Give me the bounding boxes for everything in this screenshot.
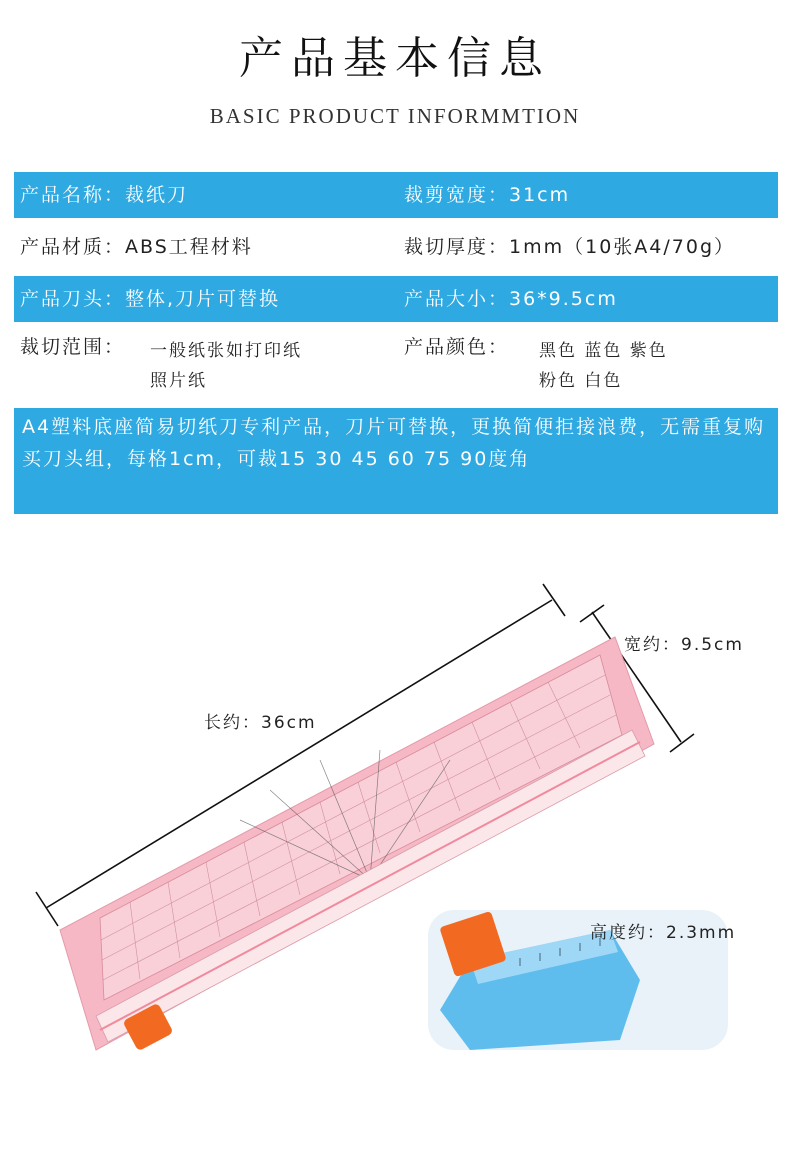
cut-width: 裁剪宽度：31cm <box>404 184 571 206</box>
page-title: 产品基本信息 <box>239 33 551 84</box>
product-size: 产品大小：36*9.5cm <box>404 288 618 310</box>
description-box: A4塑料底座简易切纸刀专利产品，刀片可替换，更换简便拒接浪费，无需重复购买刀头组，每格1cm，可裁15 30 45 60 75 90度角 <box>14 408 778 514</box>
cut-thickness: 裁切厚度：1mm（10张A4/70g） <box>404 236 736 258</box>
color-line2: 粉色 白色 <box>539 371 623 391</box>
height-label: 高度约：2.3mm <box>590 923 737 943</box>
cut-range-line2: 照片纸 <box>150 371 207 391</box>
width-label: 宽约：9.5cm <box>624 635 744 655</box>
cut-range-line1: 一般纸张如打印纸 <box>150 341 302 361</box>
product-name: 产品名称：裁纸刀 <box>20 184 189 206</box>
color-label: 产品颜色： <box>404 336 510 358</box>
cut-range-label: 裁切范围： <box>20 336 126 358</box>
length-label: 长约：36cm <box>204 713 317 733</box>
product-material: 产品材质：ABS工程材料 <box>20 236 253 258</box>
color-line1: 黑色 蓝色 紫色 <box>539 341 668 361</box>
blade-head: 产品刀头：整体,刀片可替换 <box>20 288 281 310</box>
page-subtitle: BASIC PRODUCT INFORMMTION <box>209 104 581 128</box>
